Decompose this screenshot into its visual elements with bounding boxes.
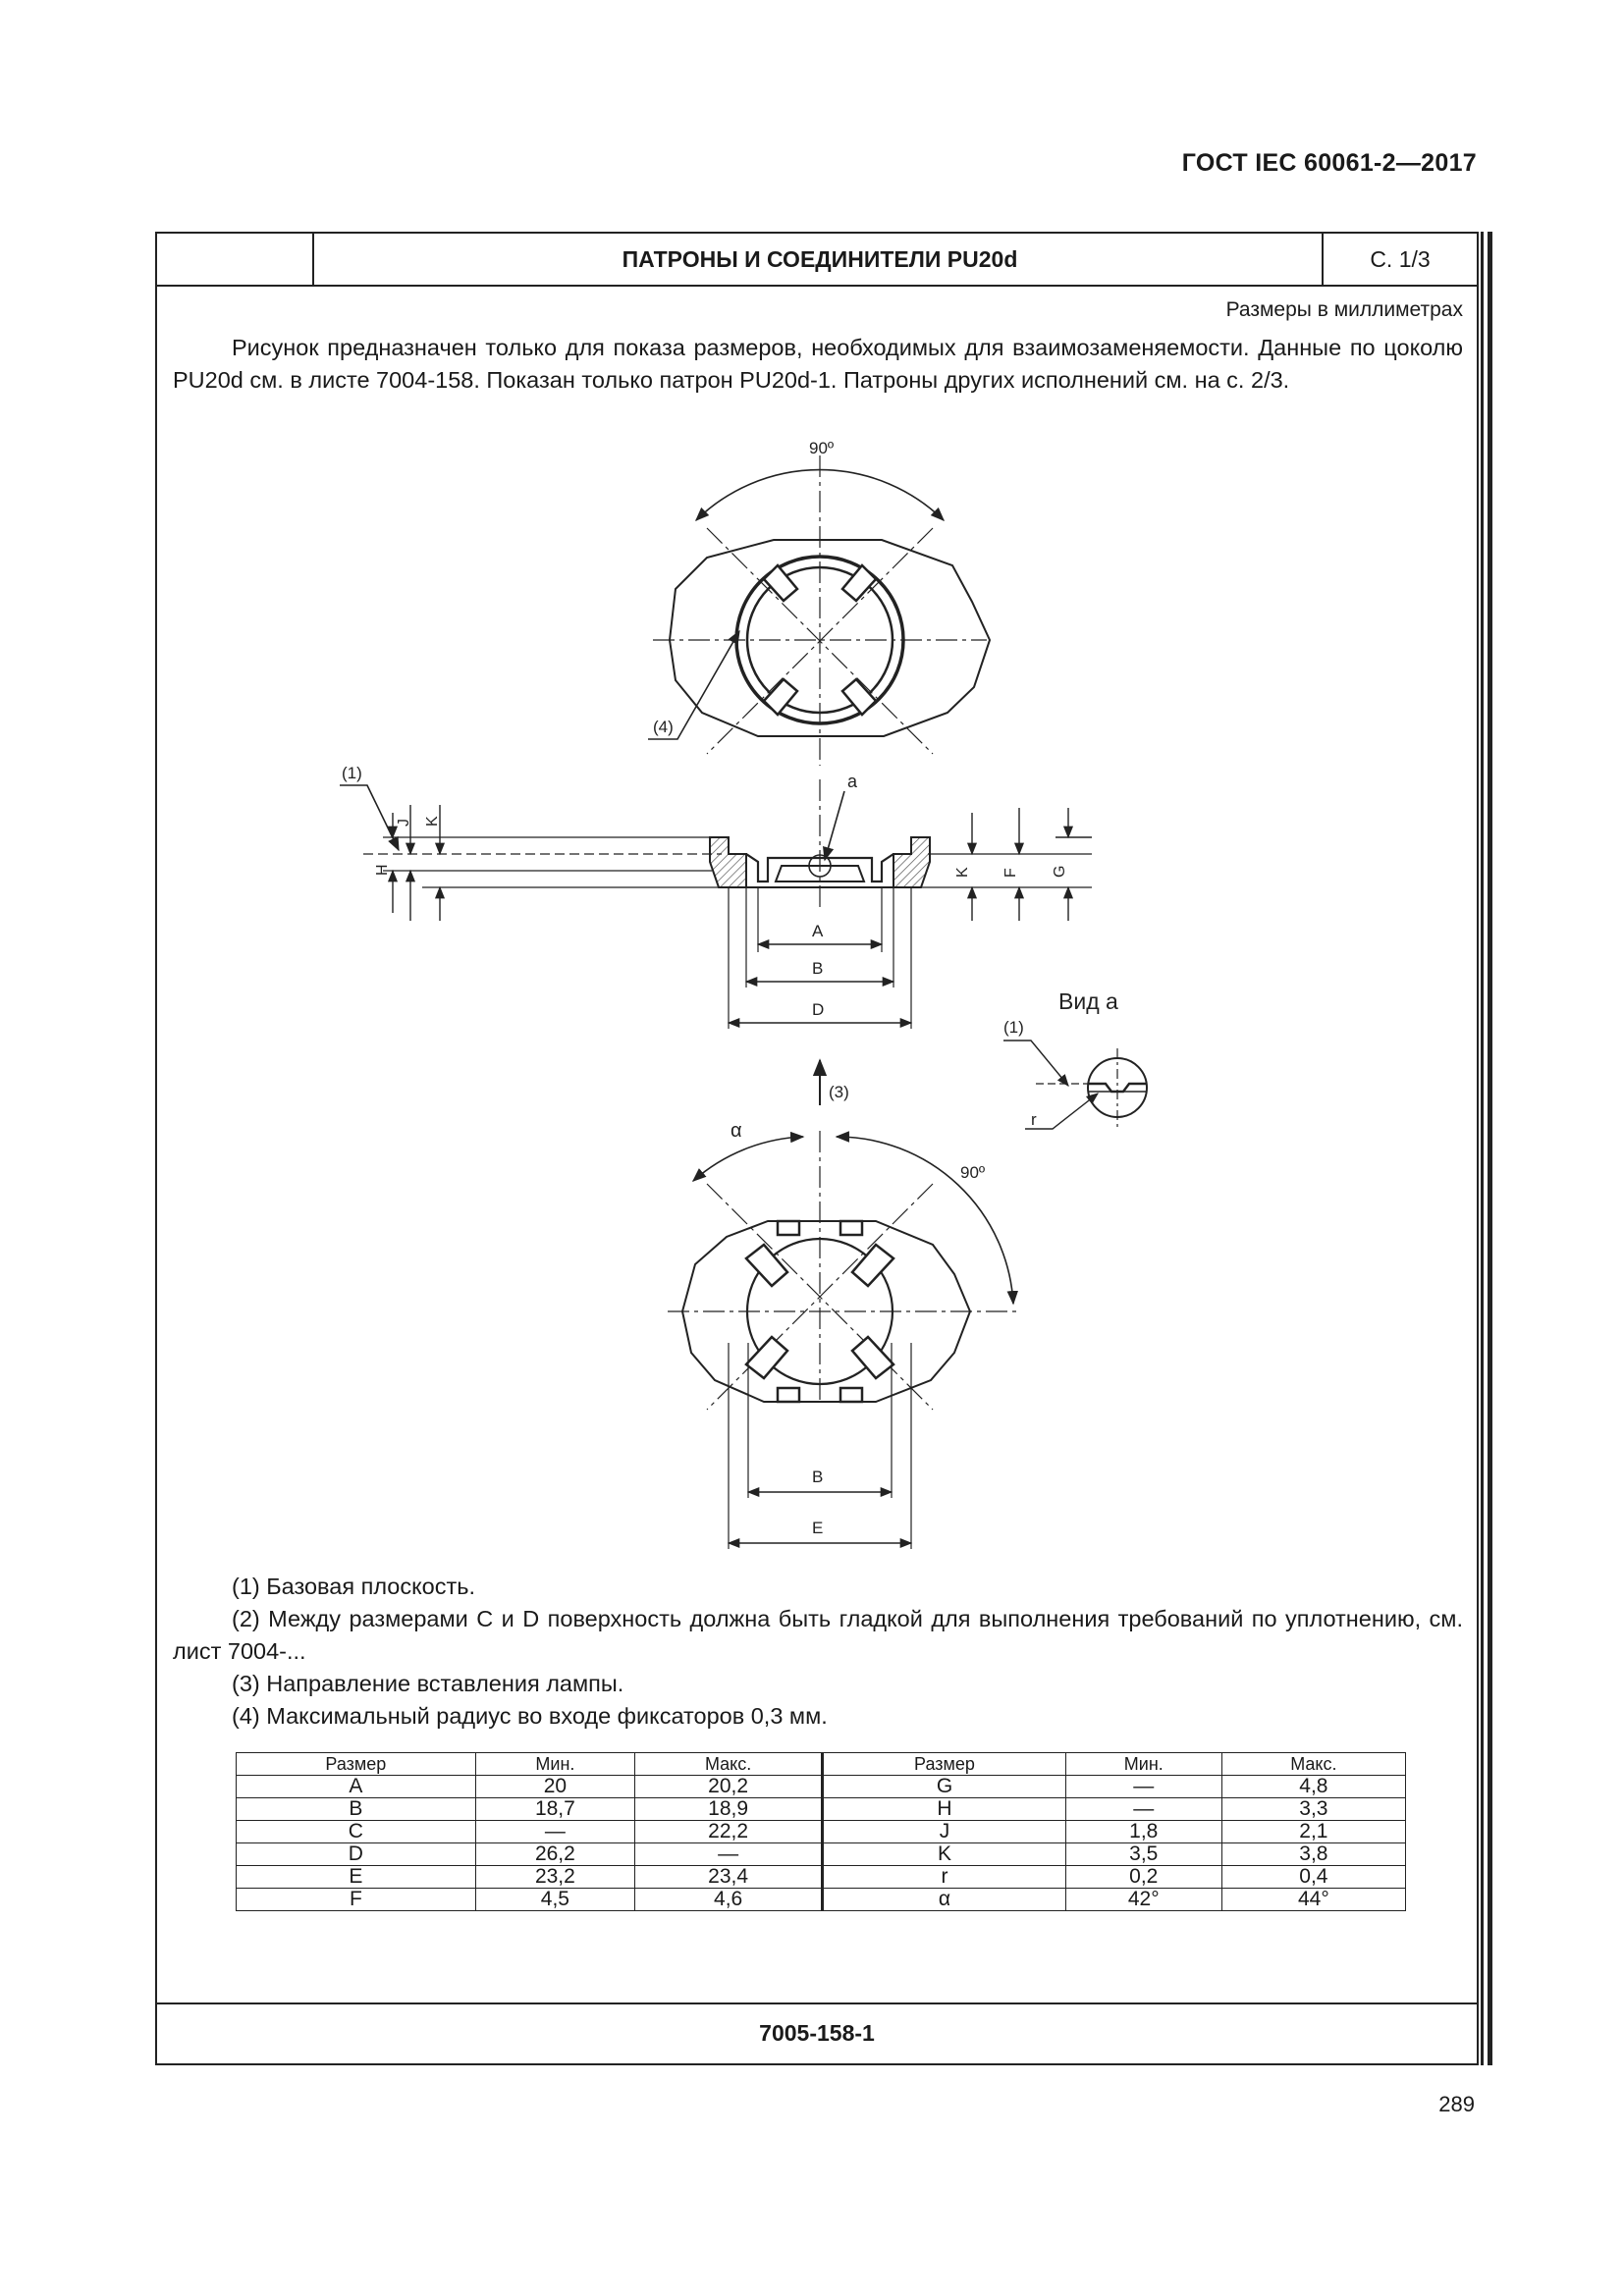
dim-e-label: E <box>812 1519 824 1537</box>
top-view-outline <box>670 540 990 736</box>
table-cell: — <box>635 1843 823 1866</box>
table-cell: — <box>1065 1798 1221 1821</box>
table-cell: A <box>237 1776 476 1798</box>
notes-list <box>173 1571 1463 1733</box>
sheet-frame <box>155 232 1479 2065</box>
table-cell: 3,3 <box>1221 1798 1405 1821</box>
dim-h-label: H <box>374 864 391 876</box>
table-cell: 2,1 <box>1221 1821 1405 1843</box>
view-a-title: Вид a <box>1058 988 1118 1014</box>
table-header-cell: Мин. <box>475 1753 634 1776</box>
frame-edge-line <box>1488 232 1492 2065</box>
table-cell: r <box>823 1866 1066 1889</box>
table-cell: C <box>237 1821 476 1843</box>
table-header-row <box>237 1753 1406 1776</box>
table-cell: 20 <box>475 1776 634 1798</box>
top-view-lug <box>764 565 797 601</box>
note-item: (4) Максимальный радиус во входе фиксаторов 0,3 мм. <box>232 1703 828 1729</box>
table-cell: E <box>237 1866 476 1889</box>
sheet-title: ПАТРОНЫ И СОЕДИНИТЕЛИ PU20d <box>622 246 1018 272</box>
table-cell: 4,8 <box>1221 1776 1405 1798</box>
dim-k-label-right: K <box>954 867 971 878</box>
table-cell: G <box>823 1776 1066 1798</box>
dim-a-label: A <box>812 922 824 940</box>
table-cell: 3,5 <box>1065 1843 1221 1866</box>
table-cell: 4,6 <box>635 1889 823 1911</box>
dim-k-label-left: K <box>424 816 441 827</box>
note-item: (2) Между размерами C и D поверхность должна быть гладкой для выполнения требований по уплотнению, см. лист 7004-... <box>173 1606 1463 1664</box>
section-hatched-wall-right <box>893 837 930 887</box>
view-a-detail <box>1003 988 1147 1129</box>
table-row <box>237 1821 1406 1843</box>
note1-leader-section <box>340 785 399 850</box>
top-view-lug <box>764 679 797 715</box>
table-cell: J <box>823 1821 1066 1843</box>
table-cell: 18,7 <box>475 1798 634 1821</box>
dim-f-label: F <box>1002 868 1019 878</box>
table-cell: B <box>237 1798 476 1821</box>
dimensions-table <box>236 1752 1406 1911</box>
table-row <box>237 1889 1406 1911</box>
top-view <box>648 439 990 766</box>
note1-label-view-a: (1) <box>1003 1018 1024 1037</box>
dim-g-label: G <box>1052 865 1068 878</box>
sheet-page-indicator: С. 1/3 <box>1322 234 1477 285</box>
standard-code: ГОСТ IEC 60061-2—2017 <box>1181 149 1477 177</box>
table-cell: 20,2 <box>635 1776 823 1798</box>
table-cell: 0,2 <box>1065 1866 1221 1889</box>
table-header-cell: Макс. <box>635 1753 823 1776</box>
top-view-lug <box>842 565 876 601</box>
top-view-lug <box>842 679 876 715</box>
angle-90-bottom-label: 90º <box>960 1163 986 1182</box>
table-row <box>237 1843 1406 1866</box>
note1-label-section: (1) <box>342 764 362 782</box>
table-cell: 0,4 <box>1221 1866 1405 1889</box>
angle-90-top-label: 90º <box>809 439 835 457</box>
dim-j-label: J <box>396 819 412 827</box>
left-extension-lines <box>383 837 746 887</box>
table-cell: 3,8 <box>1221 1843 1405 1866</box>
bottom-view-tab <box>778 1221 799 1235</box>
view-a-leader <box>825 791 844 860</box>
table-cell: 44° <box>1221 1889 1405 1911</box>
table-cell: 23,4 <box>635 1866 823 1889</box>
table-row <box>237 1776 1406 1798</box>
note4-label: (4) <box>653 718 674 736</box>
bottom-view <box>668 1120 1021 1549</box>
note-item: (3) Направление вставления лампы. <box>232 1671 624 1696</box>
table-row <box>237 1798 1406 1821</box>
table-cell: — <box>1065 1776 1221 1798</box>
table-cell: 1,8 <box>1065 1821 1221 1843</box>
view-a-point-label: a <box>847 772 858 791</box>
alpha-arc <box>693 1137 803 1181</box>
top-view-centerlines <box>653 455 987 766</box>
dim-d-label: D <box>812 1000 825 1019</box>
insertion-direction <box>820 1060 849 1105</box>
frame-edge-line <box>1481 232 1484 2065</box>
table-cell: — <box>475 1821 634 1843</box>
section-hatched-wall-left <box>710 837 746 887</box>
note-item: (1) Базовая плоскость. <box>232 1574 476 1599</box>
table-header-cell: Размер <box>237 1753 476 1776</box>
right-dimension-arrows <box>972 808 1092 921</box>
units-note: Размеры в миллиметрах <box>1225 298 1463 321</box>
technical-drawing <box>157 234 1477 1608</box>
table-cell: 4,5 <box>475 1889 634 1911</box>
table-cell: 18,9 <box>635 1798 823 1821</box>
table-cell: H <box>823 1798 1066 1821</box>
table-header-cell: Мин. <box>1065 1753 1221 1776</box>
table-cell: 42° <box>1065 1889 1221 1911</box>
bottom-view-tab <box>840 1388 862 1402</box>
bottom-view-tab <box>840 1221 862 1235</box>
table-header-cell: Размер <box>823 1753 1066 1776</box>
table-cell: α <box>823 1889 1066 1911</box>
bottom-view-tab <box>778 1388 799 1402</box>
note3-label: (3) <box>829 1083 849 1101</box>
table-row <box>237 1866 1406 1889</box>
radius-label: r <box>1031 1110 1037 1129</box>
table-cell: 23,2 <box>475 1866 634 1889</box>
dim-b-label-bottom: B <box>812 1468 824 1486</box>
intro-paragraph: Рисунок предназначен только для показа размеров, необходимых для взаимозаменяемости. Данные по цоколю PU20d см. в листе 7004-158. Показан только патрон PU20d-1. Патроны других исполнений см. на с. 2/3. <box>173 335 1463 393</box>
note1-leader-view-a <box>1003 1041 1068 1086</box>
page-number: 289 <box>1438 2092 1475 2116</box>
sheet-number: 7005-158-1 <box>157 2002 1477 2063</box>
table-cell: K <box>823 1843 1066 1866</box>
table-cell: 26,2 <box>475 1843 634 1866</box>
dim-b-label-section: B <box>812 959 824 978</box>
table-cell: D <box>237 1843 476 1866</box>
alpha-label: α <box>731 1120 742 1142</box>
table-cell: 22,2 <box>635 1821 823 1843</box>
table-header-cell: Макс. <box>1221 1753 1405 1776</box>
table-cell: F <box>237 1889 476 1911</box>
section-view <box>340 764 1092 1029</box>
view-a-circle <box>1088 1058 1147 1117</box>
